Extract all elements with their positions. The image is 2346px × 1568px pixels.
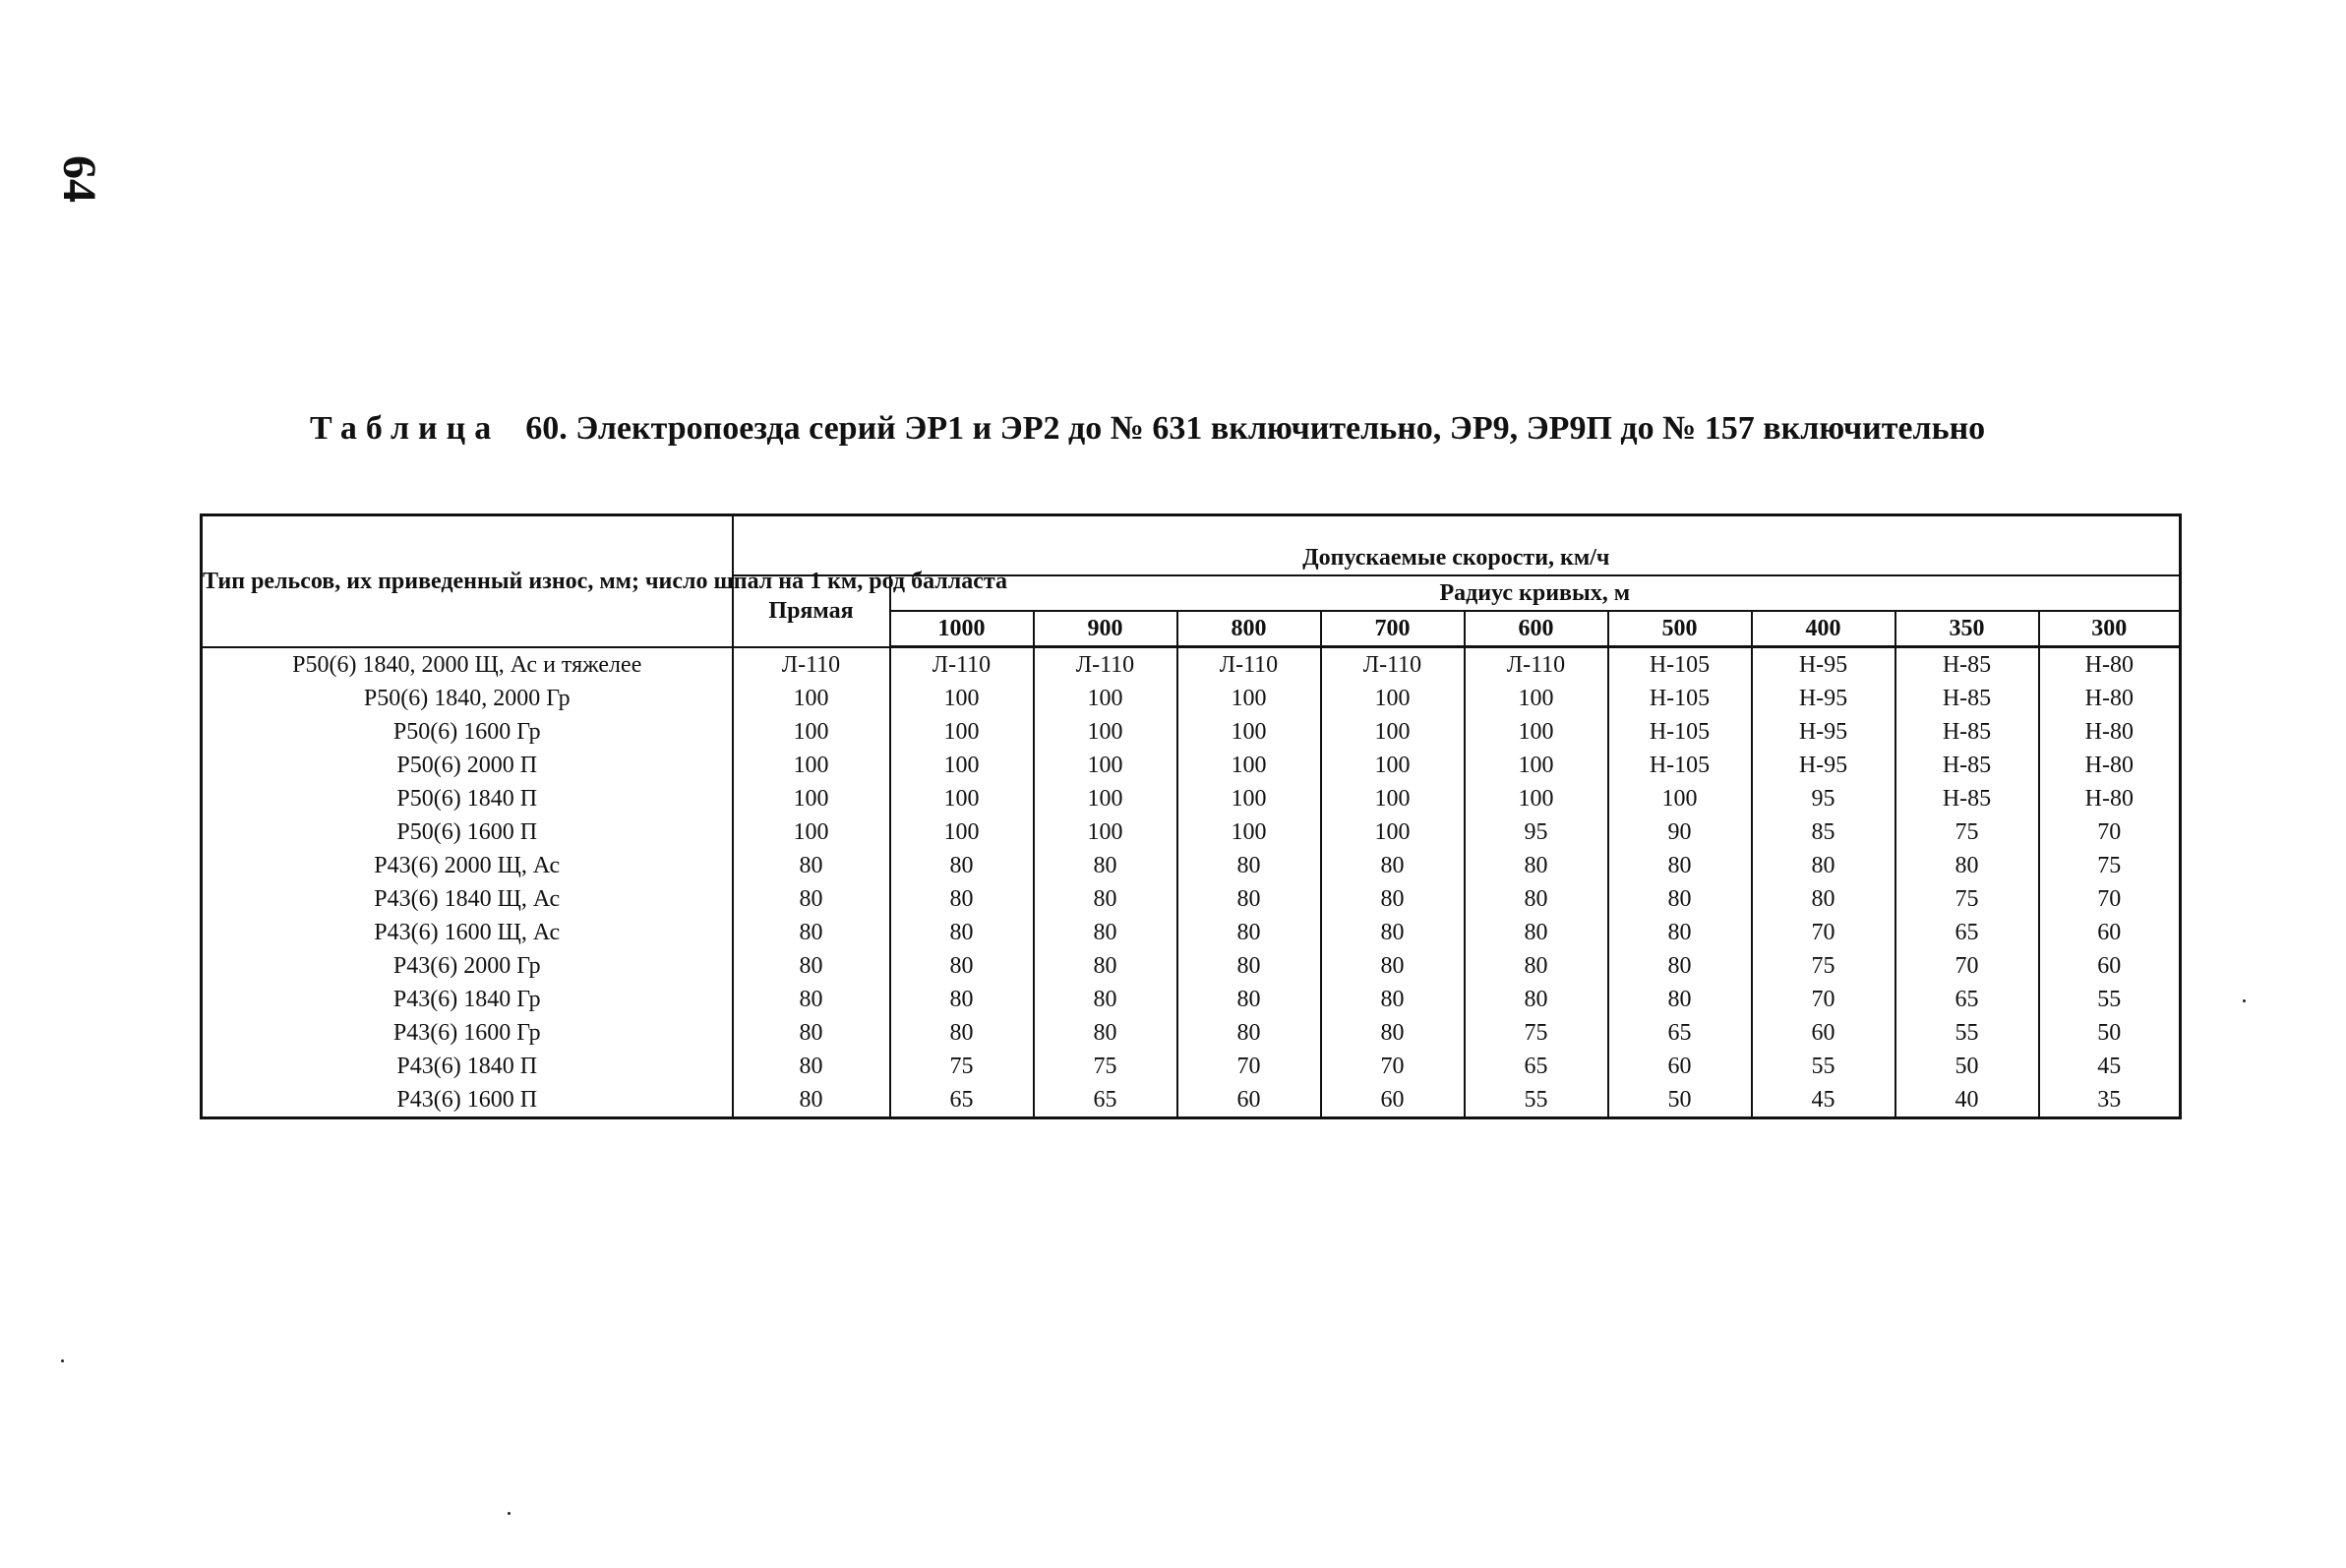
speed-cell: 80 — [1465, 916, 1608, 949]
speed-cell: 80 — [1034, 1016, 1177, 1050]
speed-cell: 45 — [2039, 1050, 2181, 1083]
speed-cell: 60 — [1608, 1050, 1752, 1083]
speed-cell: Н-95 — [1752, 749, 1895, 782]
speed-cell: 80 — [1465, 949, 1608, 983]
speed-cell: 75 — [1895, 882, 2039, 916]
speed-cell: 100 — [1034, 782, 1177, 815]
speed-cell: Н-105 — [1608, 647, 1752, 683]
table-title-label: Таблица — [310, 410, 501, 447]
speed-cell: 65 — [1895, 916, 2039, 949]
header-radius-1000: 1000 — [890, 611, 1034, 647]
speed-cell: 70 — [2039, 815, 2181, 849]
speed-cell: 95 — [1752, 782, 1895, 815]
speed-cell: 100 — [1034, 815, 1177, 849]
rail-type-cell: Р50(6) 1840, 2000 Гр — [202, 682, 733, 715]
speed-cell: 100 — [1465, 682, 1608, 715]
speed-cell: Н-105 — [1608, 749, 1752, 782]
speed-cell: 100 — [1465, 782, 1608, 815]
speed-cell: 60 — [1177, 1083, 1321, 1118]
speed-cell: 80 — [1465, 882, 1608, 916]
speed-cell-straight: 100 — [733, 715, 890, 749]
table-row — [202, 983, 2181, 1016]
speed-cell: 70 — [1895, 949, 2039, 983]
speed-cell: 100 — [1465, 715, 1608, 749]
header-allowed-speeds: Допускаемые скорости, км/ч — [733, 515, 2181, 576]
speed-cell: 80 — [1608, 949, 1752, 983]
speed-cell: 100 — [1177, 715, 1321, 749]
speed-cell: 65 — [1895, 983, 2039, 1016]
speed-cell: 100 — [890, 715, 1034, 749]
speed-cell-straight: 100 — [733, 682, 890, 715]
speed-cell: 60 — [2039, 949, 2181, 983]
speed-cell-straight: 80 — [733, 1016, 890, 1050]
rail-type-cell: Р43(6) 1840 Щ, Ас — [202, 882, 733, 916]
speed-cell: 75 — [1895, 815, 2039, 849]
scan-speck — [2243, 999, 2246, 1002]
scan-speck — [61, 1359, 64, 1362]
speed-cell: 80 — [1608, 849, 1752, 882]
rail-type-cell: Р43(6) 1840 П — [202, 1050, 733, 1083]
speed-cell: 80 — [890, 949, 1034, 983]
speed-cell-straight: 80 — [733, 849, 890, 882]
speed-cell: Н-95 — [1752, 682, 1895, 715]
speed-cell: 75 — [1752, 949, 1895, 983]
speed-cell-straight: 100 — [733, 782, 890, 815]
speed-cell: 80 — [1034, 849, 1177, 882]
speed-cell: 60 — [1321, 1083, 1465, 1118]
speed-cell: 80 — [1752, 882, 1895, 916]
speed-cell-straight: Л-110 — [733, 647, 890, 683]
table-row — [202, 949, 2181, 983]
speed-cell: 100 — [1034, 682, 1177, 715]
table-row — [202, 682, 2181, 715]
speed-cell: 80 — [1034, 916, 1177, 949]
speed-cell: 80 — [1895, 849, 2039, 882]
speed-cell: 80 — [1034, 882, 1177, 916]
speed-cell: 65 — [1465, 1050, 1608, 1083]
speed-cell: 100 — [1321, 782, 1465, 815]
table-row — [202, 647, 2181, 683]
speed-cell: Н-80 — [2039, 782, 2181, 815]
speed-cell: Н-105 — [1608, 715, 1752, 749]
speed-cell: 75 — [1465, 1016, 1608, 1050]
speed-cell: 50 — [2039, 1016, 2181, 1050]
header-curve-radius: Радиус кривых, м — [890, 575, 2181, 611]
speed-cell: 80 — [1034, 983, 1177, 1016]
speed-cell: 80 — [890, 983, 1034, 1016]
scan-speck — [508, 1512, 511, 1515]
rail-type-cell: Р43(6) 1600 Щ, Ас — [202, 916, 733, 949]
header-radius-700: 700 — [1321, 611, 1465, 647]
rail-type-cell: Р50(6) 2000 П — [202, 749, 733, 782]
speed-cell: 100 — [1177, 682, 1321, 715]
speed-cell: 95 — [1465, 815, 1608, 849]
table-row — [202, 715, 2181, 749]
speed-cell: 60 — [2039, 916, 2181, 949]
speed-cell: 80 — [1321, 1016, 1465, 1050]
speed-cell: Н-80 — [2039, 647, 2181, 683]
speed-cell: 40 — [1895, 1083, 2039, 1118]
page-number: 64 — [53, 155, 105, 203]
table-title-text: 60. Электропоезда серий ЭР1 и ЭР2 до № 631 включительно, ЭР9, ЭР9П до № 157 включительно — [525, 410, 1986, 447]
speed-cell: Н-85 — [1895, 647, 2039, 683]
speed-cell: Н-85 — [1895, 749, 2039, 782]
speed-cell: 60 — [1752, 1016, 1895, 1050]
speed-table — [200, 513, 2182, 1119]
header-radius-600: 600 — [1465, 611, 1608, 647]
speed-cell: Н-85 — [1895, 782, 2039, 815]
rail-type-cell: Р43(6) 2000 Гр — [202, 949, 733, 983]
speed-cell: 100 — [1321, 682, 1465, 715]
speed-cell: 100 — [890, 749, 1034, 782]
speed-cell: 100 — [890, 815, 1034, 849]
speed-cell: 80 — [1608, 983, 1752, 1016]
table-row — [202, 782, 2181, 815]
speed-cell: 100 — [1321, 749, 1465, 782]
table-row — [202, 916, 2181, 949]
speed-cell-straight: 80 — [733, 1083, 890, 1118]
speed-cell: 80 — [1177, 983, 1321, 1016]
speed-cell: 100 — [1321, 815, 1465, 849]
speed-cell-straight: 100 — [733, 749, 890, 782]
speed-cell: 70 — [1752, 983, 1895, 1016]
speed-cell: 100 — [1034, 749, 1177, 782]
speed-cell: 100 — [1177, 782, 1321, 815]
speed-cell: 90 — [1608, 815, 1752, 849]
speed-cell: Н-105 — [1608, 682, 1752, 715]
speed-cell: 55 — [2039, 983, 2181, 1016]
speed-cell-straight: 80 — [733, 916, 890, 949]
speed-cell: 35 — [2039, 1083, 2181, 1118]
rail-type-cell: Р50(6) 1840 П — [202, 782, 733, 815]
speed-cell: 80 — [1321, 983, 1465, 1016]
speed-cell: 80 — [1608, 916, 1752, 949]
table-row — [202, 1050, 2181, 1083]
speed-cell: 70 — [1752, 916, 1895, 949]
speed-cell: Н-85 — [1895, 682, 2039, 715]
table-row — [202, 1016, 2181, 1050]
speed-cell-straight: 100 — [733, 815, 890, 849]
header-radius-350: 350 — [1895, 611, 2039, 647]
header-radius-900: 900 — [1034, 611, 1177, 647]
table-row — [202, 849, 2181, 882]
speed-cell: 55 — [1895, 1016, 2039, 1050]
speed-cell: 80 — [1752, 849, 1895, 882]
speed-cell: 80 — [1321, 882, 1465, 916]
speed-cell: 85 — [1752, 815, 1895, 849]
header-radius-300: 300 — [2039, 611, 2181, 647]
speed-cell: Л-110 — [890, 647, 1034, 683]
speed-cell: 100 — [1177, 815, 1321, 849]
header-radius-400: 400 — [1752, 611, 1895, 647]
speed-cell: Н-85 — [1895, 715, 2039, 749]
rail-type-cell: Р50(6) 1840, 2000 Щ, Ас и тяжелее — [202, 647, 733, 683]
speed-cell: Л-110 — [1465, 647, 1608, 683]
table-row — [202, 749, 2181, 782]
rail-type-cell: Р43(6) 1600 П — [202, 1083, 733, 1118]
speed-cell: 50 — [1608, 1083, 1752, 1118]
rail-type-cell: Р50(6) 1600 П — [202, 815, 733, 849]
speed-cell-straight: 80 — [733, 949, 890, 983]
speed-cell: 80 — [1177, 949, 1321, 983]
speed-cell: 100 — [1465, 749, 1608, 782]
speed-cell: 100 — [890, 682, 1034, 715]
rail-type-cell: Р50(6) 1600 Гр — [202, 715, 733, 749]
rail-type-cell: Р43(6) 1840 Гр — [202, 983, 733, 1016]
speed-cell: 80 — [1608, 882, 1752, 916]
header-rail-type: Тип рельсов, их приведенный износ, мм; число шпал на 1 км, род балласта — [202, 515, 733, 647]
speed-cell: Н-80 — [2039, 682, 2181, 715]
speed-cell: 80 — [890, 916, 1034, 949]
speed-cell: 75 — [2039, 849, 2181, 882]
rail-type-cell: Р43(6) 2000 Щ, Ас — [202, 849, 733, 882]
speed-cell: 80 — [1034, 949, 1177, 983]
speed-cell: 100 — [1321, 715, 1465, 749]
speed-cell-straight: 80 — [733, 983, 890, 1016]
speed-cell: 75 — [890, 1050, 1034, 1083]
table-row — [202, 882, 2181, 916]
speed-cell: Л-110 — [1321, 647, 1465, 683]
speed-cell: 80 — [890, 1016, 1034, 1050]
speed-cell: 80 — [890, 882, 1034, 916]
speed-cell: 55 — [1465, 1083, 1608, 1118]
table-row — [202, 1083, 2181, 1118]
table-row — [202, 815, 2181, 849]
speed-cell-straight: 80 — [733, 1050, 890, 1083]
speed-cell: 100 — [1177, 749, 1321, 782]
speed-cell: 80 — [1465, 849, 1608, 882]
header-straight: Прямая — [733, 575, 890, 647]
speed-cell: 65 — [890, 1083, 1034, 1118]
speed-cell: 55 — [1752, 1050, 1895, 1083]
speed-cell: 80 — [1177, 849, 1321, 882]
speed-cell: Л-110 — [1177, 647, 1321, 683]
speed-cell: 80 — [890, 849, 1034, 882]
speed-cell: 75 — [1034, 1050, 1177, 1083]
speed-cell: 100 — [1608, 782, 1752, 815]
speed-cell: 80 — [1177, 916, 1321, 949]
rail-type-cell: Р43(6) 1600 Гр — [202, 1016, 733, 1050]
speed-cell: 80 — [1321, 849, 1465, 882]
speed-cell: 65 — [1034, 1083, 1177, 1118]
speed-cell: Л-110 — [1034, 647, 1177, 683]
table-title — [310, 410, 1985, 448]
speed-cell: 100 — [890, 782, 1034, 815]
speed-cell: 80 — [1465, 983, 1608, 1016]
speed-cell: Н-80 — [2039, 749, 2181, 782]
speed-cell: 80 — [1321, 916, 1465, 949]
header-radius-800: 800 — [1177, 611, 1321, 647]
speed-cell: 70 — [1177, 1050, 1321, 1083]
speed-cell: 80 — [1321, 949, 1465, 983]
speed-cell: 100 — [1034, 715, 1177, 749]
header-radius-500: 500 — [1608, 611, 1752, 647]
speed-cell: 65 — [1608, 1016, 1752, 1050]
speed-cell: Н-95 — [1752, 647, 1895, 683]
speed-cell: 80 — [1177, 882, 1321, 916]
speed-cell: Н-95 — [1752, 715, 1895, 749]
speed-cell: 70 — [1321, 1050, 1465, 1083]
speed-cell: 45 — [1752, 1083, 1895, 1118]
speed-cell-straight: 80 — [733, 882, 890, 916]
speed-cell: 70 — [2039, 882, 2181, 916]
speed-cell: Н-80 — [2039, 715, 2181, 749]
speed-cell: 50 — [1895, 1050, 2039, 1083]
speed-cell: 80 — [1177, 1016, 1321, 1050]
